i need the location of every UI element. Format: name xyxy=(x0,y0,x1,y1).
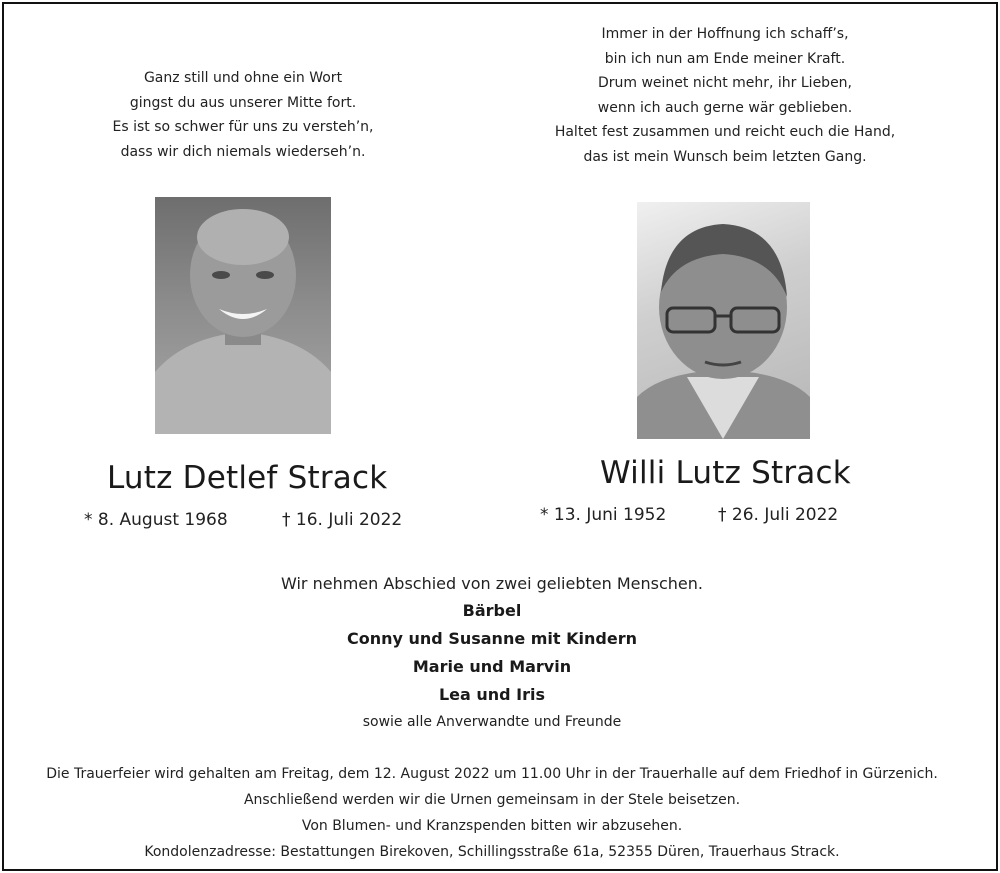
funeral-info xyxy=(0,761,984,865)
family-member: Conny und Susanne mit Kindern xyxy=(347,629,637,648)
family-member: Marie und Marvin xyxy=(412,657,572,676)
farewell-intro: Wir nehmen Abschied von zwei geliebten Menschen. xyxy=(281,574,703,593)
family-member: Bärbel xyxy=(462,601,522,620)
poem-line: das ist mein Wunsch beim letzten Gang. xyxy=(583,148,867,165)
portrait-photo-left xyxy=(155,197,331,434)
deceased-name-left: Lutz Detlef Strack xyxy=(107,460,388,496)
family-member: Lea und Iris xyxy=(438,685,546,704)
birth-date-right: * 13. Juni 1952 xyxy=(540,505,667,525)
poem-line: gingst du aus unserer Mitte fort. xyxy=(129,94,357,111)
poem-line: bin ich nun am Ende meiner Kraft. xyxy=(604,50,846,67)
portrait-left-illustration xyxy=(155,197,331,434)
poem-line: dass wir dich niemals wiederseh’n. xyxy=(120,143,366,160)
death-date-right: † 26. Juli 2022 xyxy=(718,505,839,525)
info-line: Die Trauerfeier wird gehalten am Freitag, dem 12. August 2022 um 11.00 Uhr in der Trauerhalle auf dem Friedhof in Gürzenich. xyxy=(46,766,938,782)
poem-line: Es ist so schwer für uns zu versteh’n, xyxy=(112,119,374,135)
poem-line: Ganz still und ohne ein Wort xyxy=(143,70,343,86)
info-line: Von Blumen- und Kranzspenden bitten wir abzusehen. xyxy=(301,818,683,834)
poem-right xyxy=(520,22,930,169)
relatives-line: sowie alle Anverwandte und Freunde xyxy=(362,714,622,730)
info-line: Anschließend werden wir die Urnen gemeinsam in der Stele beisetzen. xyxy=(243,792,741,808)
poem-line: Immer in der Hoffnung ich schaff’s, xyxy=(601,26,849,42)
farewell-section xyxy=(0,570,984,735)
birth-date-left: * 8. August 1968 xyxy=(84,510,228,530)
portrait-photo-right xyxy=(637,202,810,439)
poem-line: Drum weinet nicht mehr, ihr Lieben, xyxy=(597,75,853,91)
poem-line: Haltet fest zusammen und reicht euch die Hand, xyxy=(554,124,896,140)
poem-left xyxy=(88,66,398,164)
deceased-name-right: Willi Lutz Strack xyxy=(600,455,851,491)
poem-line: wenn ich auch gerne wär geblieben. xyxy=(597,99,853,116)
portrait-right-illustration xyxy=(637,202,810,439)
info-line: Kondolenzadresse: Bestattungen Birekoven, Schillingsstraße 61a, 52355 Düren, Trauerhaus Strack. xyxy=(144,844,840,860)
death-date-left: † 16. Juli 2022 xyxy=(282,510,403,530)
